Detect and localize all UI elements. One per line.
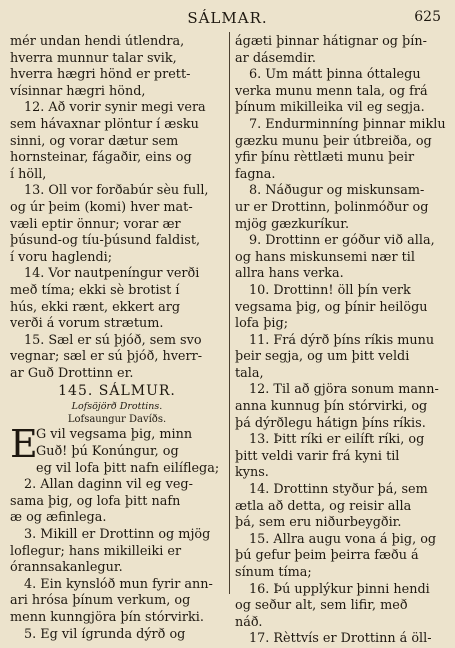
text-line: vísinnar hægri hönd, <box>10 83 146 99</box>
text-line: æ og æfinlega. <box>10 510 107 526</box>
text-line: kyns. <box>235 465 269 481</box>
text-line: 2. Allan daginn vil eg veg- <box>24 477 193 493</box>
text-line: 11. Frá dýrð þíns ríkis munu <box>249 332 435 348</box>
text-line: mjög gæzkuríkur. <box>235 216 350 232</box>
text-line: Guð! þú Konúngur, og <box>36 444 179 460</box>
text-line: 3. Mikill er Drottinn og mjög <box>24 527 211 543</box>
text-line: ari hrósa þínum verkum, og <box>10 593 191 609</box>
text-line: 12. Til að gjöra sonum mann- <box>249 382 439 398</box>
text-line: sinni, og vorar dætur sem <box>10 133 179 149</box>
left-column <box>10 34 224 643</box>
text-line: 17. Rèttvís er Drottinn á öll- <box>249 631 432 647</box>
text-line: og úr þeim (komi) hver mat- <box>10 199 193 215</box>
page-number: 625 <box>414 9 441 25</box>
text-line: lofa þig; <box>235 316 289 332</box>
text-line: hús, ekki rænt, ekkert arg <box>10 299 181 315</box>
text-line: 8. Náðugur og miskunsam- <box>249 183 425 199</box>
psalm-opening <box>10 422 224 467</box>
text-line: G vil vegsama þig, minn <box>36 427 193 443</box>
text-line: menn kunngjöra þín stórvirki. <box>10 610 204 625</box>
column-divider <box>229 32 230 594</box>
text-line: sínum tíma; <box>235 565 312 580</box>
text-line: 16. Þú upplýkur þinni hendi <box>249 581 430 597</box>
left-text-bottom <box>10 461 224 644</box>
text-line: 12. Að vorir synir megi vera <box>24 100 206 116</box>
text-line: órannsakanlegur. <box>10 560 123 576</box>
text-line: mér undan hendi útlendra, <box>10 34 185 49</box>
text-line: 4. Ein kynslóð mun fyrir ann- <box>24 576 213 592</box>
text-line: þúsund-og tíu-þúsund faldist, <box>10 233 201 249</box>
text-line: 15. Allra augu vona á þig, og <box>249 531 437 547</box>
text-line: þínum mikilleika vil eg segja. <box>235 100 425 116</box>
text-line: tala, <box>235 365 264 381</box>
text-line: þitt veldi varir frá kyni til <box>235 448 400 464</box>
text-line: loflegur; hans mikilleiki er <box>10 543 182 559</box>
text-line: 13. Öll vor forðabúr sèu full, <box>24 183 209 199</box>
text-line: 13. Þitt ríki er eilíft ríki, og <box>249 432 425 448</box>
text-line: 15. Sæl er sú þjóð, sem svo <box>24 332 202 348</box>
text-line: og seður alt, sem lifir, með <box>235 598 408 614</box>
text-line: vegnar; sæl er sú þjóð, hverr- <box>10 349 203 365</box>
text-line: 14. Vor nautpeníngur verði <box>24 266 200 282</box>
text-line: ætla að detta, og reisir alla <box>235 498 412 514</box>
text-line: náð. <box>235 614 263 630</box>
text-line: hverra hægri hönd er prett- <box>10 67 191 83</box>
text-line: yfir þínu rèttlæti munu þeir <box>235 150 415 166</box>
text-line: gæzku munu þeir útbreiða, og <box>235 133 432 149</box>
text-line: ar Guð Drottinn er. <box>10 365 134 381</box>
text-line: sem hávaxnar plöntur í æsku <box>10 116 199 132</box>
left-text-top <box>10 34 224 382</box>
right-text <box>235 34 449 648</box>
text-line: anna kunnug þín stórvirki, og <box>235 399 428 415</box>
opening-lines <box>10 422 224 467</box>
text-line: með tíma; ekki sè brotist í <box>10 282 180 298</box>
text-line: í höll, <box>10 166 47 182</box>
text-line: vegsama þig, og þínir heilögu <box>235 299 428 315</box>
right-column <box>235 34 449 648</box>
text-line: þá, sem eru niðurbeygðir. <box>235 515 402 531</box>
page-header <box>0 0 455 30</box>
psalm-title: 145. SÁLMUR. <box>58 383 176 400</box>
psalm-subtitle: Lofsöjörð Drottins. <box>71 401 163 413</box>
text-line: eg vil lofa þitt nafn eilíflega; <box>36 460 220 476</box>
text-line: ar dásemdir. <box>235 50 316 66</box>
text-line: hornsteinar, fágaðir, eins og <box>10 150 192 166</box>
text-line: þá dýrðlegu hátign þíns ríkis. <box>235 415 426 431</box>
text-line: 7. Endurminníng þinnar miklu <box>249 116 446 132</box>
text-line: 9. Drottinn er góður við alla, <box>249 233 435 249</box>
text-line: 6. Um mátt þinna óttalegu <box>249 67 421 83</box>
drop-cap: E <box>10 422 38 467</box>
text-line: ur er Drottinn, þolinmóður og <box>235 199 429 215</box>
psalm-attribution: Lofsaungur Davíðs. <box>67 414 167 426</box>
text-line: sama þig, og lofa þitt nafn <box>10 493 181 509</box>
text-line: hverra munnur talar svik, <box>10 50 177 66</box>
text-line: þú gefur þeim þeirra fæðu á <box>235 548 419 564</box>
text-line: verka munu menn tala, og frá <box>235 83 428 99</box>
running-title: SÁLMAR. <box>187 9 268 27</box>
text-line: í voru haglendi; <box>10 249 113 265</box>
text-line: 14. Drottinn styður þá, sem <box>249 482 428 498</box>
text-line: verði á vorum strætum. <box>10 316 164 332</box>
text-line: og hans miskunsemi nær til <box>235 249 415 265</box>
text-line: fagna. <box>235 166 276 182</box>
text-line: 5. Eg vil ígrunda dýrð og <box>24 626 186 642</box>
text-line: 10. Drottinn! öll þín verk <box>249 282 411 298</box>
text-line: þeir segja, og um þitt veldi <box>235 349 410 365</box>
text-line: væli eptir önnur; vorar ær <box>10 216 181 232</box>
text-line: ágæti þinnar hátignar og þín- <box>235 34 427 49</box>
text-line: allra hans verka. <box>235 266 344 282</box>
